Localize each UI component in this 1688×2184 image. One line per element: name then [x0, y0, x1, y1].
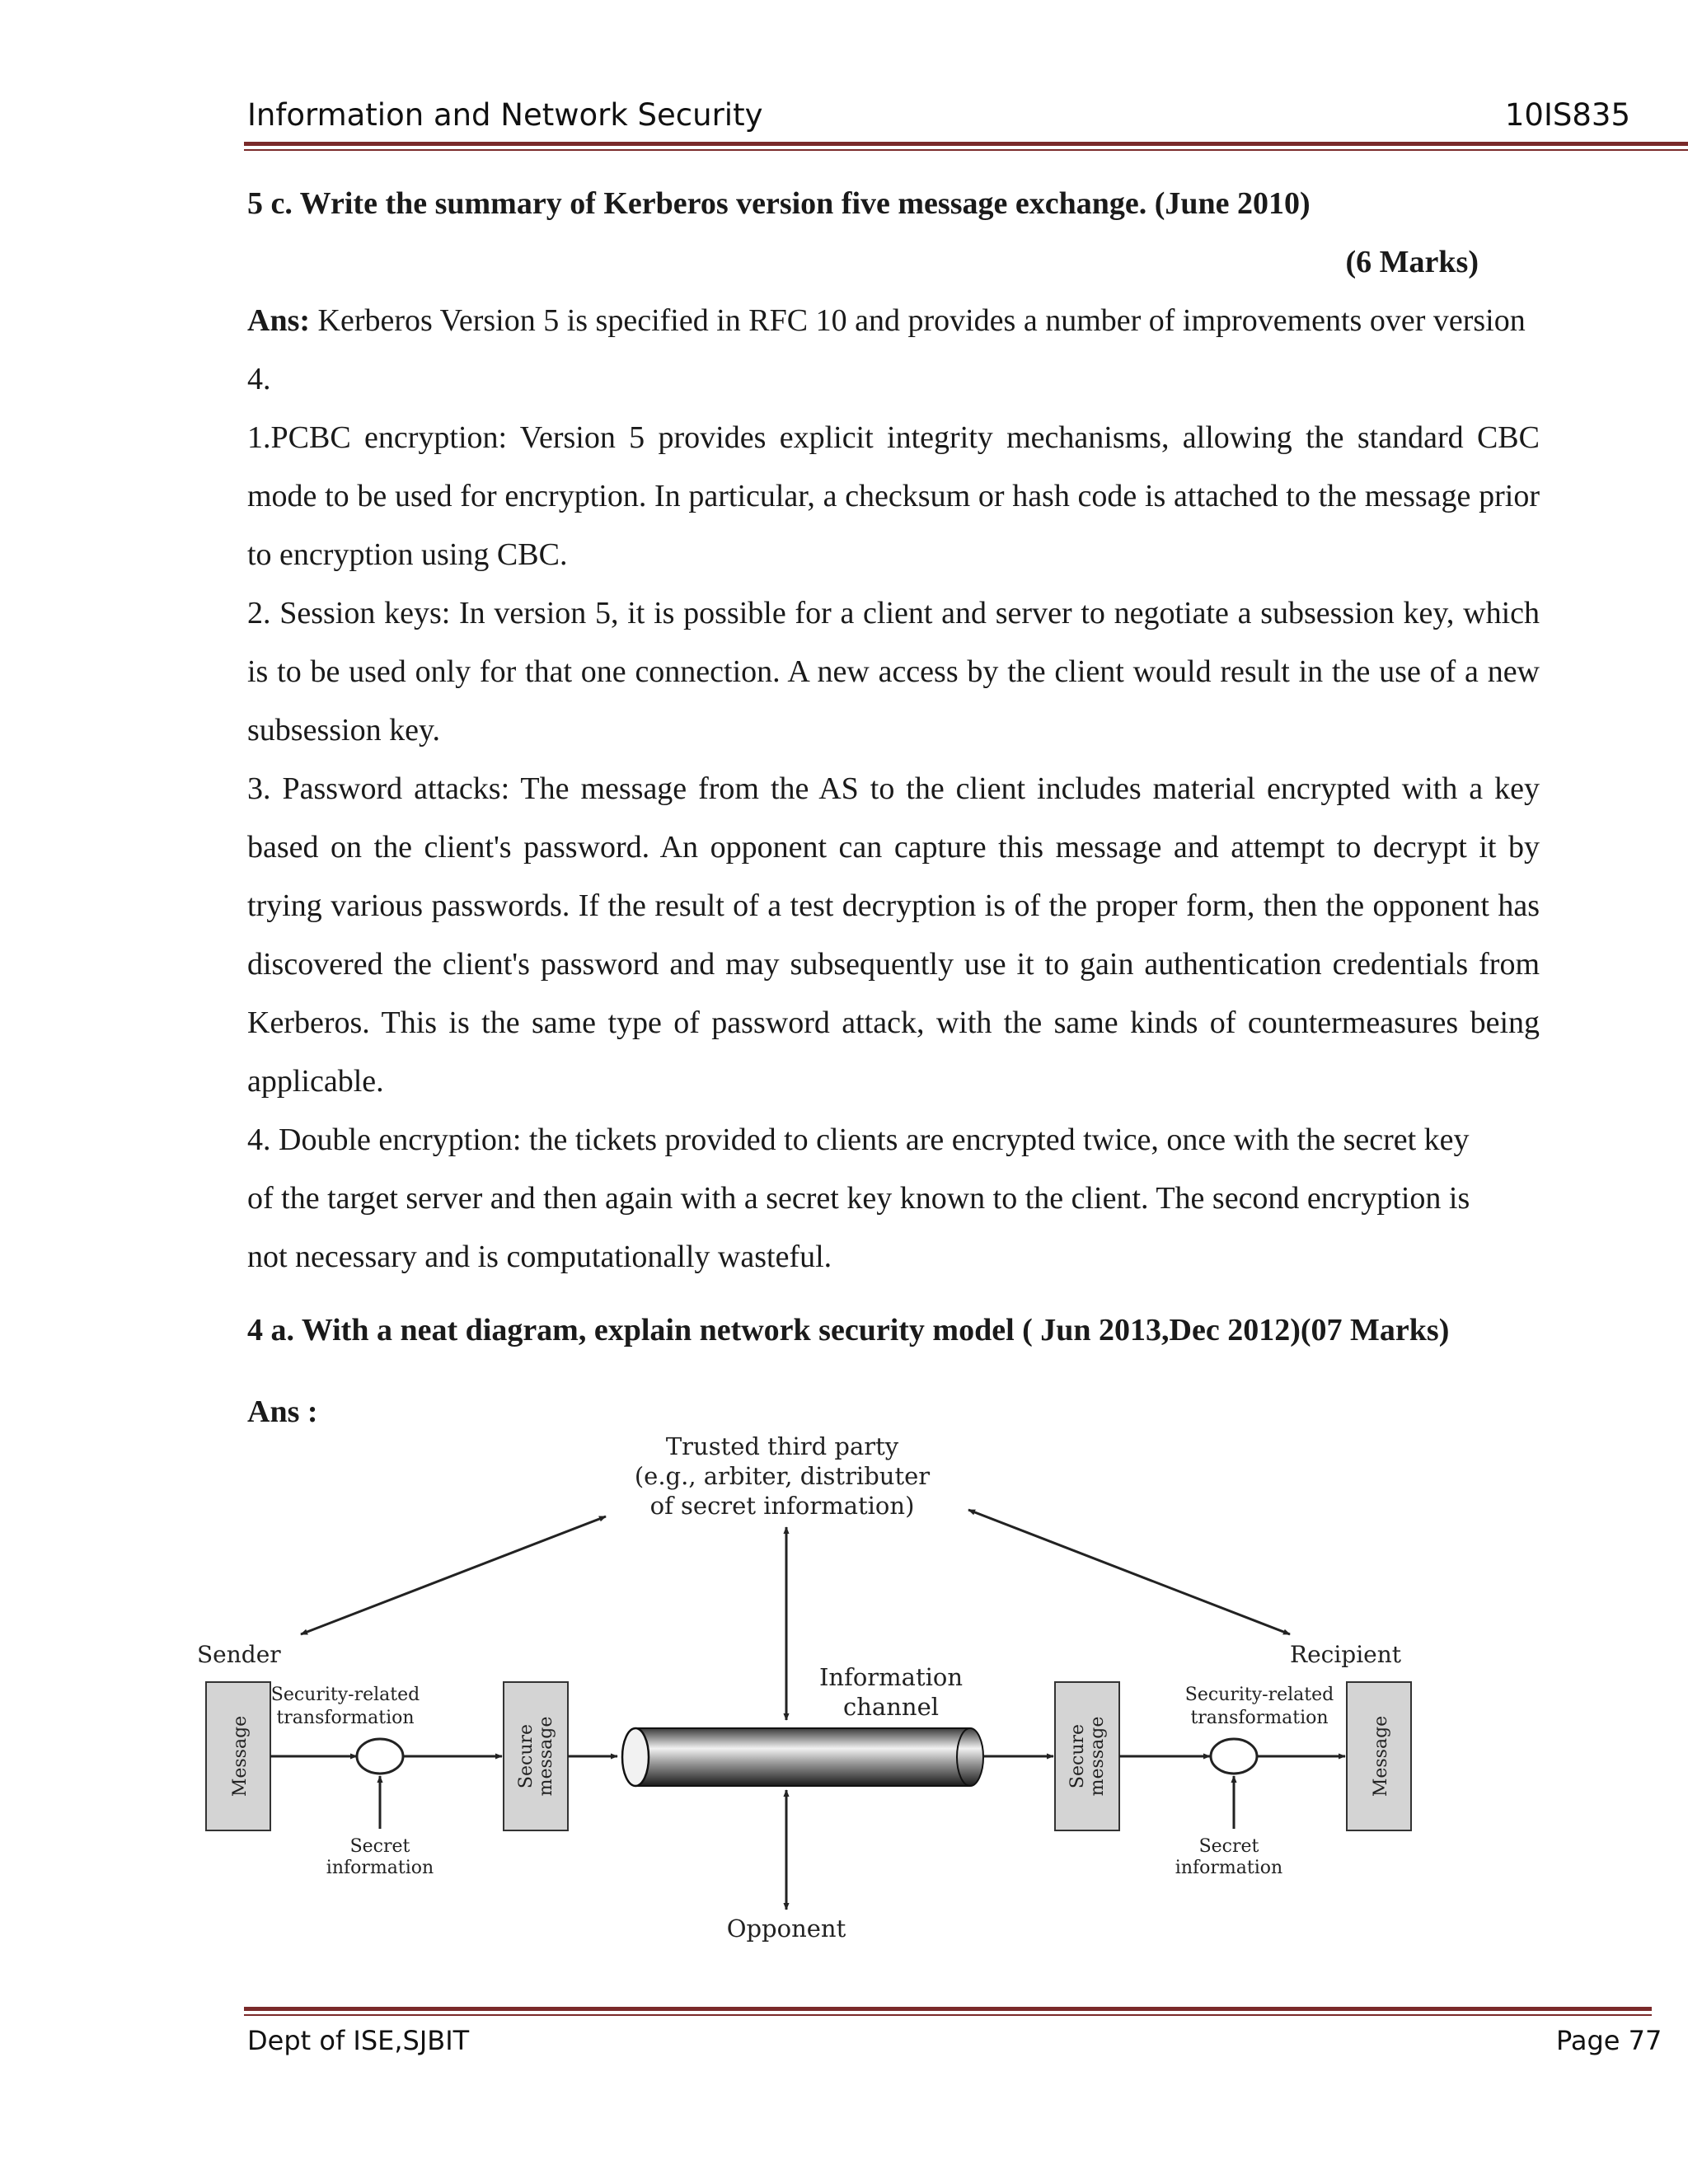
answer-intro-text: Kerberos Version 5 is specified in RFC 10 and provides a number of improvements over version 4.	[247, 303, 1526, 396]
network-security-model-diagram	[185, 1422, 1438, 1949]
question-5c-title: 5 c. Write the summary of Kerberos version five message exchange. (June 2010)	[247, 186, 1311, 221]
arrow-ttp-recipient	[968, 1510, 1290, 1634]
running-header-code: 10IS835	[1504, 97, 1630, 133]
recipient-secret-line1: Secret	[1198, 1836, 1259, 1857]
point-session-keys: 2. Session keys: In version 5, it is possible for a client and server to negotiate a subsession key, which is to be used only for that one connection. A new access by the client would result in the use of a new subsession key.	[247, 596, 1540, 748]
sender-message-label: Message	[230, 1715, 251, 1797]
question-4a-title: 4 a. With a neat diagram, explain network security model ( Jun 2013,Dec 2012)(07 Marks)	[247, 1313, 1450, 1347]
footer-department: Dept of ISE,SJBIT	[247, 2025, 470, 2056]
sender-label: Sender	[197, 1641, 281, 1668]
recipient-secret-line2: information	[1175, 1858, 1283, 1878]
footer-rule-thick	[244, 2007, 1652, 2011]
recipient-secure-label-2: message	[1087, 1716, 1108, 1797]
sender-transform-node	[357, 1739, 403, 1774]
ttp-label-line2: (e.g., arbiter, distributer	[634, 1462, 931, 1490]
sender-srt-line2: transformation	[276, 1708, 415, 1728]
recipient-label: Recipient	[1290, 1641, 1402, 1668]
point-password-attacks: 3. Password attacks: The message from the AS to the client includes material encrypted with a key based on the client's password. An opponent can capture this message and attempt to decrypt it by trying various passwords. If the result of a test decryption is of the proper form, then the opponent has discovered the client's password and may subsequently use it to gain authentication credentials from Kerberos. This is the same type of password attack, with the same kinds of countermeasures being applicable.	[247, 771, 1540, 1099]
point-double-encryption: 4. Double encryption: the tickets provided to clients are encrypted twice, once with the secret key of the target server and then again with a secret key known to the client. The second encryption is not necessary and is computationally wasteful.	[247, 1122, 1470, 1274]
sender-srt-line1: Security-related	[270, 1685, 420, 1705]
sender-secure-label-2: message	[536, 1716, 556, 1797]
channel-label-line1: Information	[818, 1663, 964, 1691]
ttp-label-line1: Trusted third party	[665, 1432, 899, 1460]
arrow-ttp-sender	[301, 1516, 606, 1634]
point-pcbc-encryption: 1.PCBC encryption: Version 5 provides explicit integrity mechanisms, allowing the standard CBC mode to be used for encryption. In particular, a checksum or hash code is attached to the message prior to encryption using CBC.	[247, 420, 1540, 572]
header-rule-thin	[244, 149, 1688, 151]
sender-secret-line2: information	[326, 1858, 434, 1878]
channel-label-line2: channel	[843, 1693, 939, 1721]
answer-label: Ans:	[247, 303, 311, 338]
recipient-srt-line1: Security-related	[1184, 1685, 1334, 1705]
recipient-message-label: Message	[1371, 1715, 1391, 1797]
footer-rule-thin	[244, 2014, 1652, 2016]
sender-secret-line1: Secret	[349, 1836, 410, 1857]
recipient-srt-line2: transformation	[1190, 1708, 1329, 1728]
question-5c-marks: (6 Marks)	[1345, 245, 1479, 279]
running-header-title: Information and Network Security	[247, 97, 763, 133]
answer-intro	[247, 292, 1540, 409]
recipient-transform-node	[1211, 1739, 1257, 1774]
footer-page-number: Page 77	[1556, 2025, 1662, 2056]
page-body	[247, 175, 1540, 1441]
header-rule-thick	[244, 142, 1688, 146]
opponent-label: Opponent	[726, 1915, 846, 1943]
sender-secure-label-1: Secure	[516, 1723, 537, 1789]
information-channel-pipe	[622, 1728, 983, 1786]
recipient-secure-label-1: Secure	[1067, 1723, 1088, 1789]
ttp-label-line3: of secret information)	[649, 1492, 915, 1520]
answer-4a-label: Ans :	[247, 1394, 318, 1429]
